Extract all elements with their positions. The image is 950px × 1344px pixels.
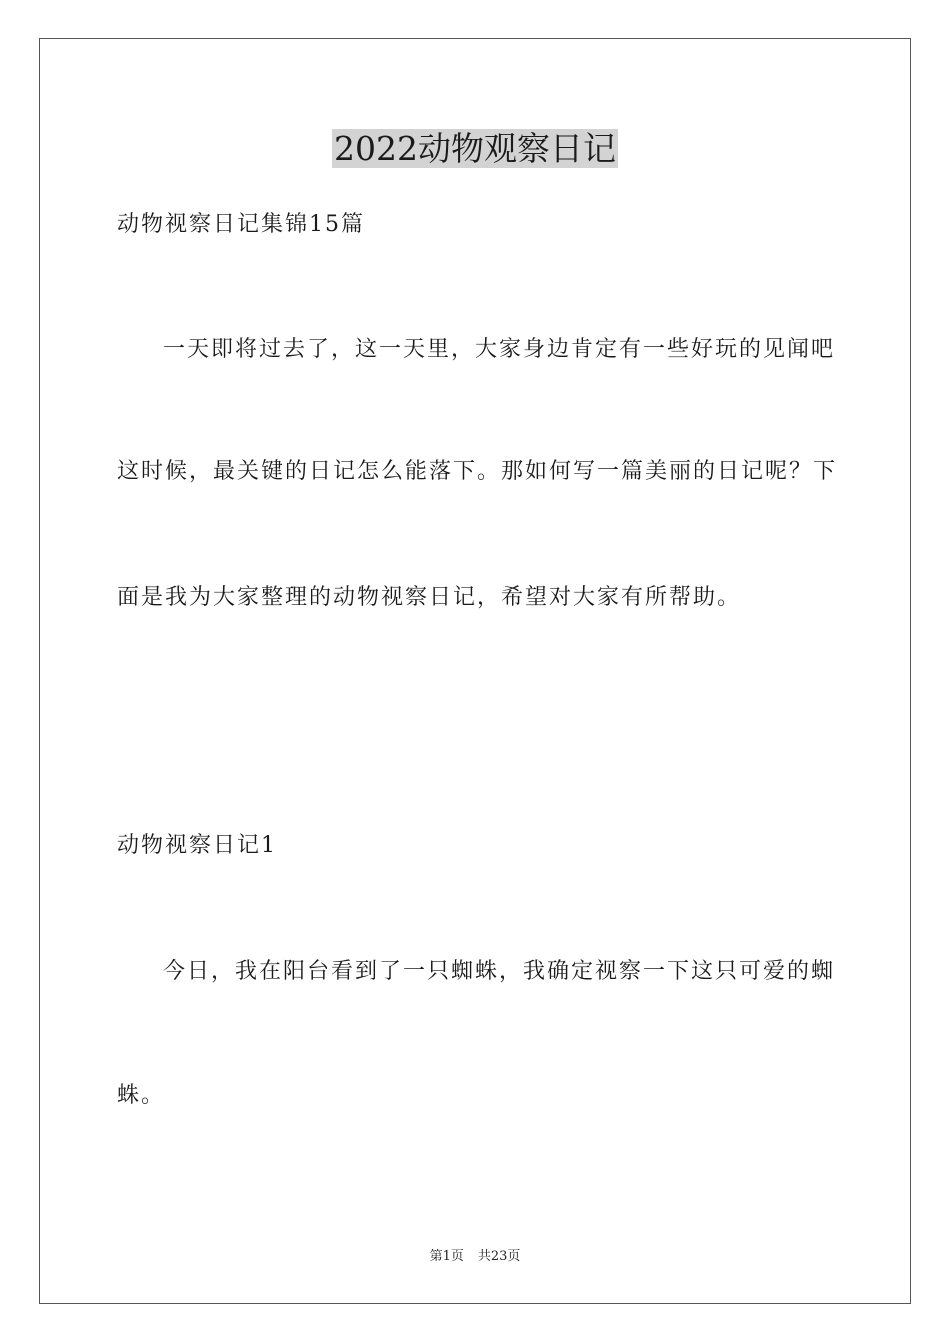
intro-line-1: 一天即将过去了，这一天里，大家身边肯定有一些好玩的见闻吧 bbox=[163, 337, 836, 362]
page-number: 第1页 bbox=[429, 1249, 464, 1264]
section-line-1: 今日，我在阳台看到了一只蜘蛛，我确定视察一下这只可爱的蜘 bbox=[163, 959, 836, 984]
section-heading: 动物视察日记1 bbox=[117, 833, 277, 858]
intro-line-2: 这时候，最关键的日记怎么能落下。那如何写一篇美丽的日记呢？下 bbox=[117, 459, 838, 484]
intro-line-3: 面是我为大家整理的动物视察日记，希望对大家有所帮助。 bbox=[117, 585, 742, 610]
page-total: 共23页 bbox=[477, 1249, 521, 1264]
section-line-2: 蛛。 bbox=[117, 1083, 166, 1108]
document-title bbox=[0, 127, 950, 171]
document-subtitle: 动物视察日记集锦15篇 bbox=[117, 212, 365, 237]
document-title-text: 2022动物观察日记 bbox=[334, 129, 616, 168]
page-footer bbox=[0, 1248, 950, 1266]
